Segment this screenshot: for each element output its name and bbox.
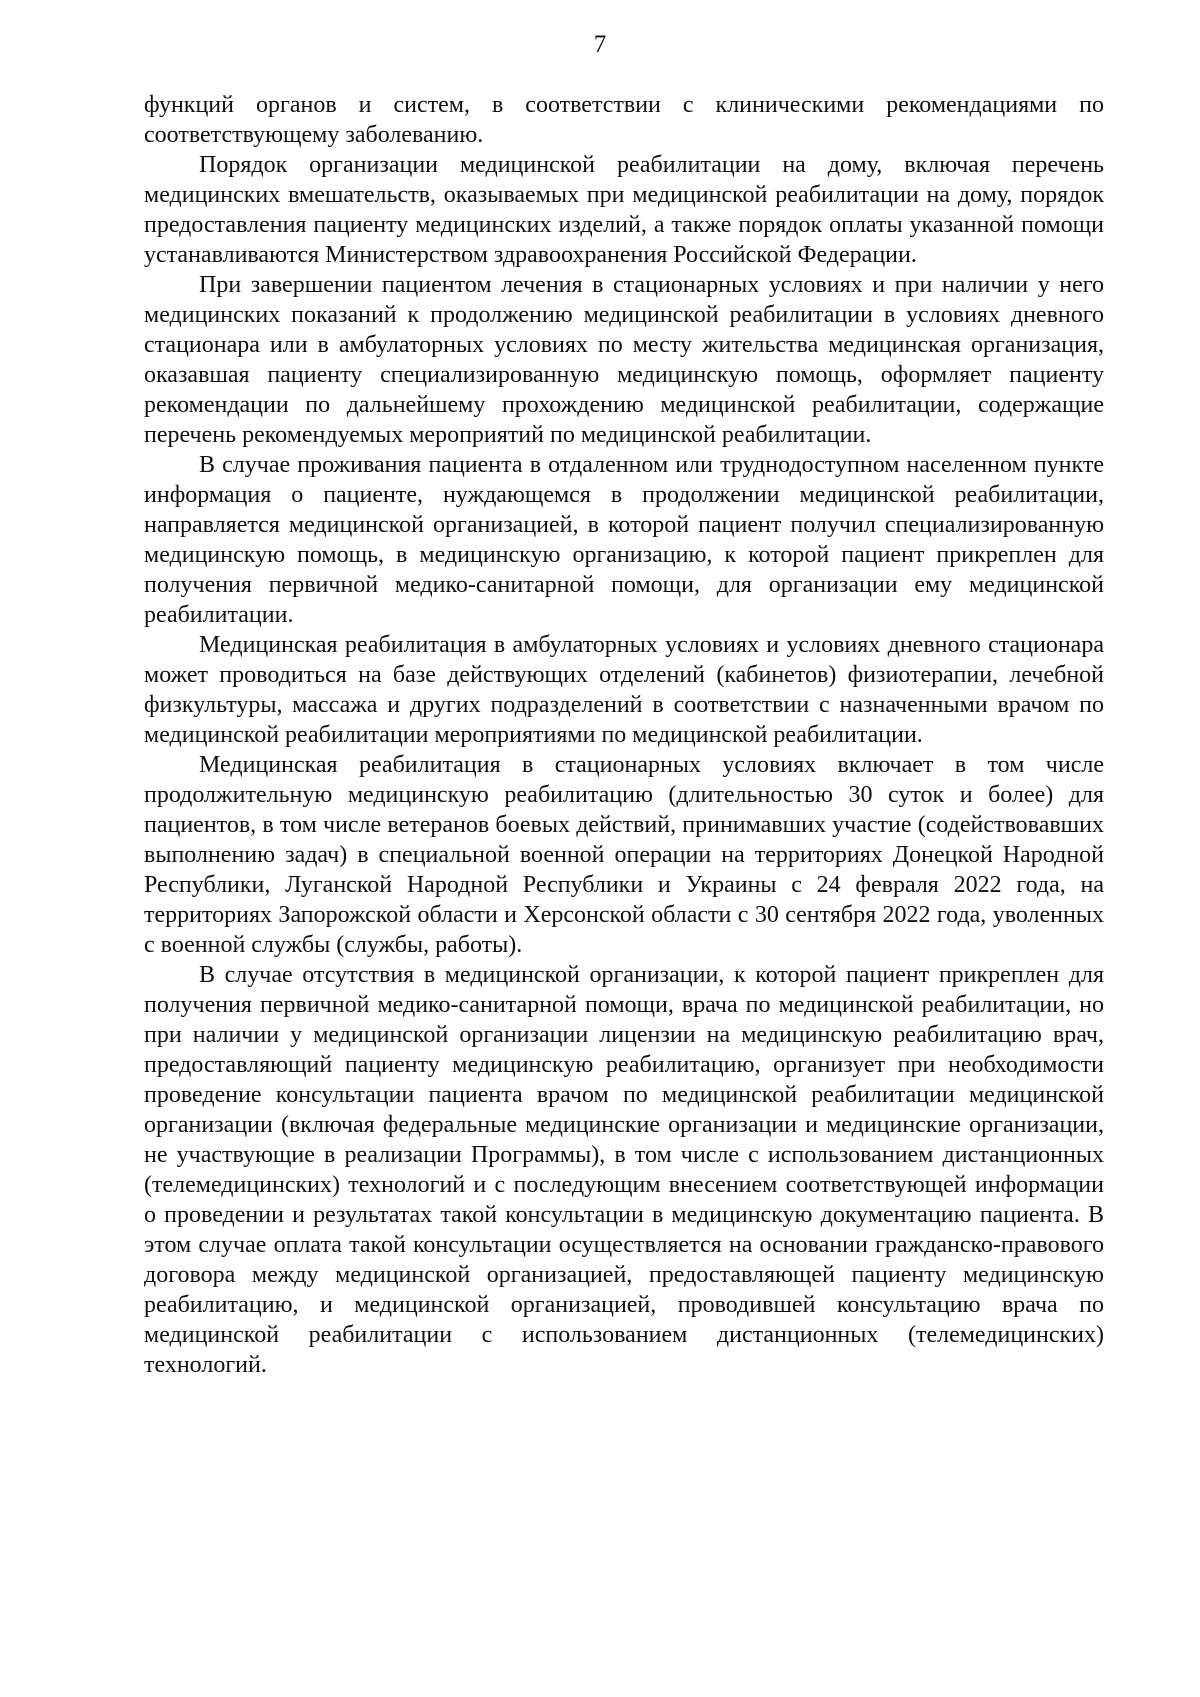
paragraph: Медицинская реабилитация в стационарных условиях включает в том числе продолжительную медицинскую реабилитацию (длительностью 30 суток и более) для пациентов, в том числе ветеранов боевых действий, принимавших участие (содействовавших выполнению задач) в специальной военной операции на территориях Донецкой Народной Республики, Луганской Народной Республики и Украины с 24 февраля 2022 года, на территориях Запорожской области и Херсонской области с 30 сентября 2022 года, уволенных с военной службы (службы, работы).	[144, 752, 1104, 958]
paragraph: В случае отсутствия в медицинской организации, к которой пациент прикреплен для получения первичной медико-санитарной помощи, врача по медицинской реабилитации, но при наличии у медицинской организации лицензии на медицинскую реабилитацию врач, предоставляющий пациенту медицинскую реабилитацию, организует при необходимости проведение консультации пациента врачом по медицинской реабилитации медицинской организации (включая федеральные медицинские организации и медицинские организации, не участвующие в реализации Программы), в том числе с использованием дистанционных (телемедицинских) технологий и с последующим внесением соответствующей информации о проведении и результатах такой консультации в медицинскую документацию пациента. В этом случае оплата такой консультации осуществляется на основании гражданско-правового договора между медицинской организацией, предоставляющей пациенту медицинскую реабилитацию, и медицинской организацией, проводившей консультацию врача по медицинской реабилитации с использованием дистанционных (телемедицинских) технологий.	[144, 962, 1104, 1378]
paragraph: В случае проживания пациента в отдаленном или труднодоступном населенном пункте информация о пациенте, нуждающемся в продолжении медицинской реабилитации, направляется медицинской организацией, в которой пациент получил специализированную медицинскую помощь, в медицинскую организацию, к которой пациент прикреплен для получения первичной медико-санитарной помощи, для организации ему медицинской реабилитации.	[144, 452, 1104, 628]
document-body	[144, 90, 1104, 1380]
page-number: 7	[593, 31, 607, 58]
paragraph: При завершении пациентом лечения в стационарных условиях и при наличии у него медицинских показаний к продолжению медицинской реабилитации в условиях дневного стационара или в амбулаторных условиях по месту жительства медицинская организация, оказавшая пациенту специализированную медицинскую помощь, оформляет пациенту рекомендации по дальнейшему прохождению медицинской реабилитации, содержащие перечень рекомендуемых мероприятий по медицинской реабилитации.	[144, 272, 1104, 448]
paragraph: Порядок организации медицинской реабилитации на дому, включая перечень медицинских вмешательств, оказываемых при медицинской реабилитации на дому, порядок предоставления пациенту медицинских изделий, а также порядок оплаты указанной помощи устанавливаются Министерством здравоохранения Российской Федерации.	[144, 152, 1104, 268]
paragraph-continuation: функций органов и систем, в соответствии с клиническими рекомендациями по соответствующему заболеванию.	[144, 92, 1104, 148]
paragraph: Медицинская реабилитация в амбулаторных условиях и условиях дневного стационара может проводиться на базе действующих отделений (кабинетов) физиотерапии, лечебной физкультуры, массажа и других подразделений в соответствии с назначенными врачом по медицинской реабилитации мероприятиями по медицинской реабилитации.	[144, 632, 1104, 748]
